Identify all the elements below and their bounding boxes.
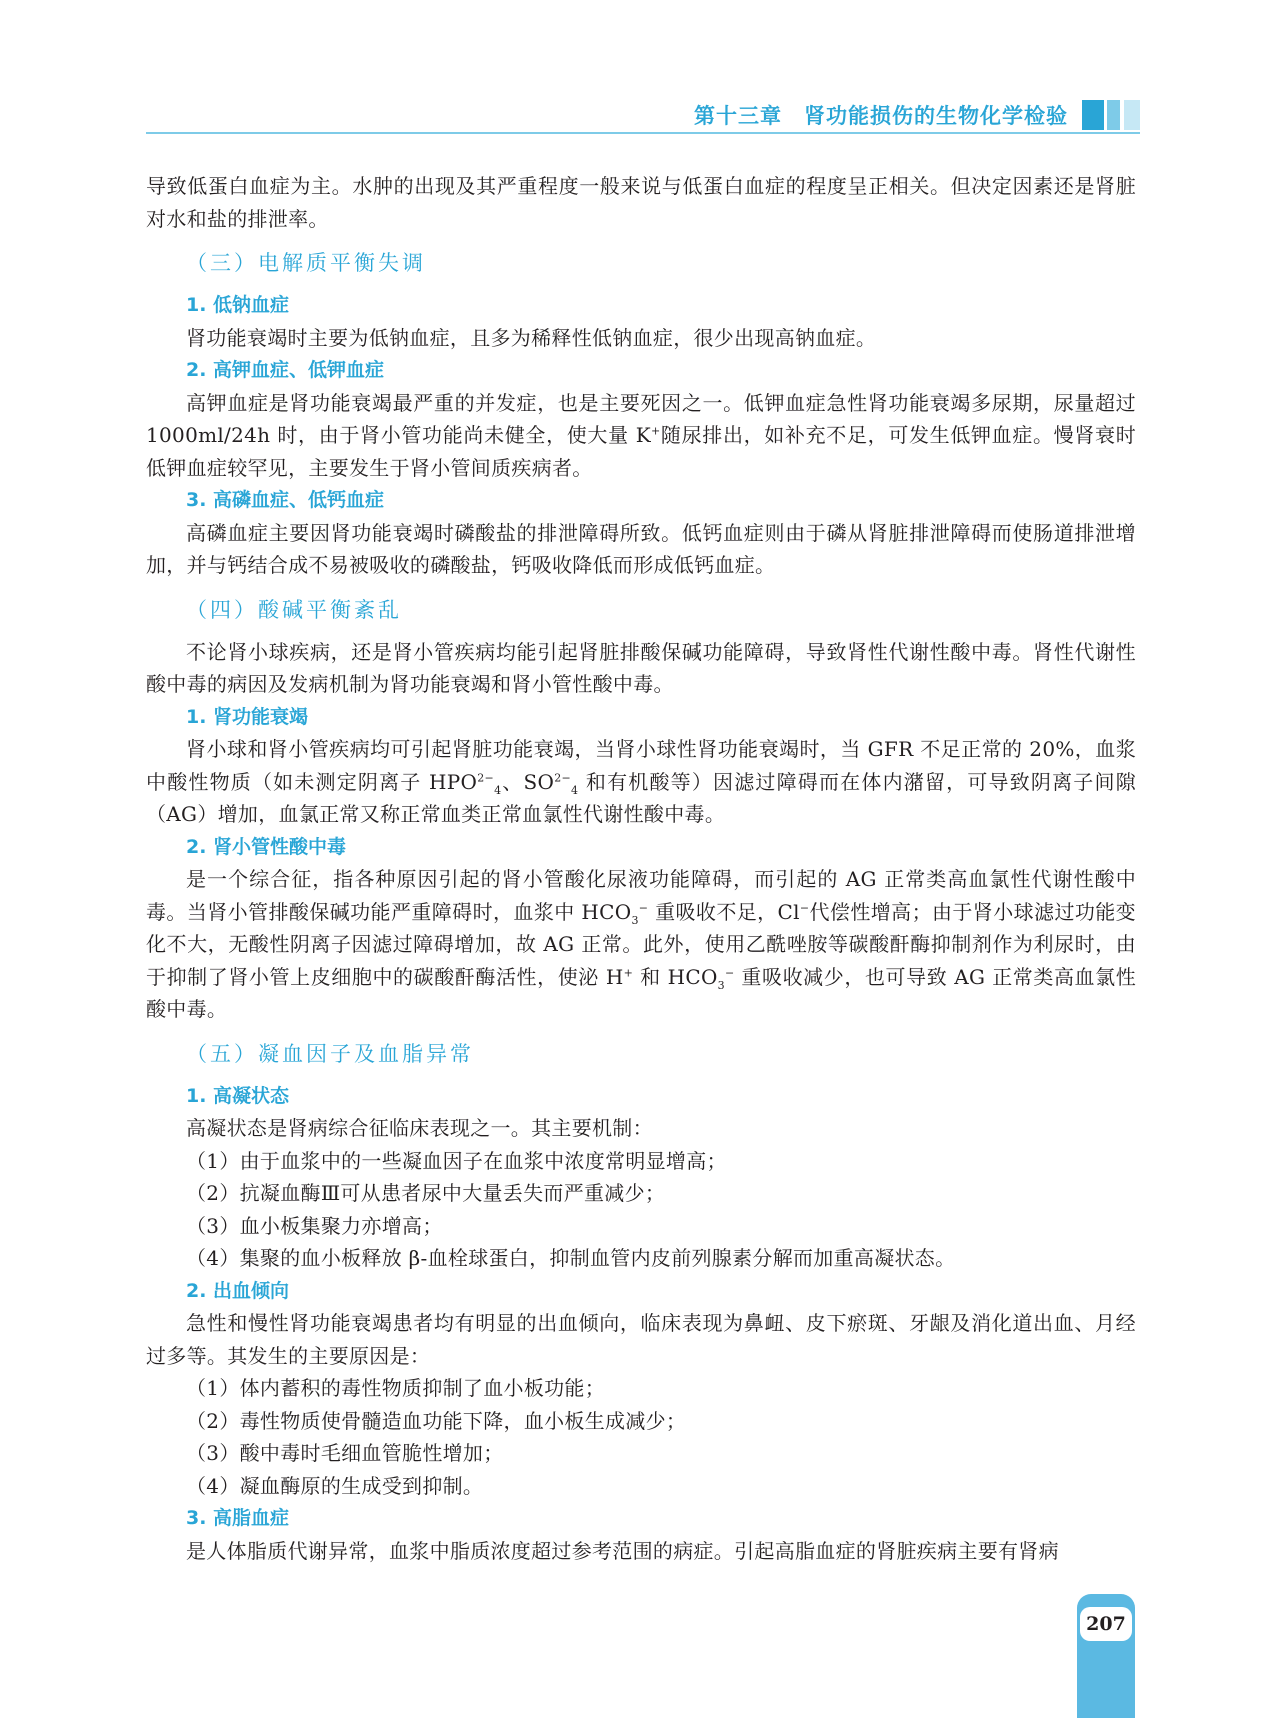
section-heading-coagulation-lipid: （五）凝血因子及血脂异常: [186, 1041, 474, 1066]
header-decor-bar: [1124, 100, 1140, 130]
subheading-tubular-acidosis: 2. 肾小管性酸中毒: [186, 835, 347, 858]
paragraph-renal-failure: 肾小球和肾小管疾病均可引起肾脏功能衰竭，当肾小球性肾功能衰竭时，当 GFR 不足正常的 20%，血浆中酸性物质（如未测定阴离子 $HPO^{2-}_4$、$SO^{2-}_4$ 和有机酸等）因滤过障碍而在体内潴留，可导致阴离子间隙（AG）增加，血氯正常又称正常血类正常血氯性代谢性酸中毒。: [146, 737, 1136, 826]
paragraph-acid-base: 不论肾小球疾病，还是肾小管疾病均能引起肾脏排酸保碱功能障碍，导致肾性代谢性酸中毒。肾性代谢性酸中毒的病因及发病机制为肾功能衰竭和肾小管性酸中毒。: [146, 639, 1136, 696]
list-item: （3）血小板集聚力亦增高；: [186, 1213, 443, 1238]
page-header: [146, 96, 1140, 134]
list-item: （4）集聚的血小板释放 β-血栓球蛋白，抑制血管内皮前列腺素分解而加重高凝状态。: [186, 1246, 956, 1270]
subheading-phosphate-calcium: 3. 高磷血症、低钙血症: [186, 489, 385, 511]
list-item: （2）抗凝血酶Ⅲ可从患者尿中大量丢失而严重减少；: [186, 1181, 666, 1205]
list-item: （1）由于血浆中的一些凝血因子在血浆中浓度常明显增高；: [186, 1148, 727, 1173]
paragraph-hypercoagulable: 高凝状态是肾病综合征临床表现之一。其主要机制：: [186, 1116, 653, 1140]
section-heading-acid-base: （四）酸碱平衡紊乱: [186, 597, 402, 622]
paragraph-hyperlipidemia: 是人体脂质代谢异常，血浆中脂质浓度超过参考范围的病症。引起高脂血症的肾脏疾病主要有肾病: [186, 1538, 1059, 1563]
paragraph-tubular-acidosis: 是一个综合征，指各种原因引起的肾小管酸化尿液功能障碍，而引起的 AG 正常类高血氯性代谢性酸中毒。当肾小管排酸保碱功能严重障碍时，血浆中 $HCO_3^-$ 重吸收不足，Cl−代偿性增高；由于肾小球滤过功能变化不大，无酸性阴离子因滤过障碍增加，故 AG 正常。此外，使用乙酰唑胺等碳酸酐酶抑制剂作为利尿时，由于抑制了肾小管上皮细胞中的碳酸酐酶活性，使泌 H+ 和 $HCO_3^-$ 重吸收减少，也可导致 AG 正常类高血氯性酸中毒。: [146, 867, 1137, 1021]
page-body: [146, 170, 1136, 1567]
subheading-hyponatremia: 1. 低钠血症: [186, 294, 290, 316]
section-heading-electrolyte: （三）电解质平衡失调: [186, 251, 426, 275]
list-item: （4）凝血酶原的生成受到抑制。: [186, 1473, 484, 1498]
list-item: （1）体内蓄积的毒性物质抑制了血小板功能；: [186, 1376, 606, 1400]
subheading-renal-failure: 1. 肾功能衰竭: [186, 705, 309, 728]
header-decor-bar: [1082, 100, 1104, 130]
subheading-hypercoagulable: 1. 高凝状态: [186, 1084, 290, 1107]
subheading-hyperlipidemia: 3. 高脂血症: [186, 1507, 290, 1529]
subheading-potassium: 2. 高钾血症、低钾血症: [186, 359, 385, 381]
paragraph-potassium: 高钾血症是肾功能衰竭最严重的并发症，也是主要死因之一。低钾血症急性肾功能衰竭多尿期，尿量超过 1000ml/24h 时，由于肾小管功能尚未健全，使大量 K+随尿排出，如补充不足，可发生低钾血症。慢肾衰时低钾血症较罕见，主要发生于肾小管间质疾病者。: [146, 390, 1136, 480]
list-item: （3）酸中毒时毛细血管脆性增加；: [186, 1441, 504, 1465]
paragraph-hyponatremia: 肾功能衰竭时主要为低钠血症，且多为稀释性低钠血症，很少出现高钠血症。: [186, 325, 877, 350]
paragraph-phosphate-calcium: 高磷血症主要因肾功能衰竭时磷酸盐的排泄障碍所致。低钙血症则由于磷从肾脏排泄障碍而使肠道排泄增加，并与钙结合成不易被吸收的磷酸盐，钙吸收降低而形成低钙血症。: [146, 520, 1136, 577]
header-decor-bar: [1107, 100, 1120, 130]
chapter-title: 第十三章 肾功能损伤的生物化学检验: [694, 104, 1068, 128]
intro-paragraph: 导致低蛋白血症为主。水肿的出现及其严重程度一般来说与低蛋白血症的程度呈正相关。但决定因素还是肾脏对水和盐的排泄率。: [146, 174, 1136, 231]
page-number: 207: [1080, 1607, 1132, 1641]
subheading-bleeding: 2. 出血倾向: [186, 1279, 290, 1302]
list-item: （2）毒性物质使骨髓造血功能下降，血小板生成减少；: [186, 1408, 687, 1433]
paragraph-bleeding: 急性和慢性肾功能衰竭患者均有明显的出血倾向，临床表现为鼻衄、皮下瘀斑、牙龈及消化道出血、月经过多等。其发生的主要原因是：: [146, 1311, 1136, 1368]
